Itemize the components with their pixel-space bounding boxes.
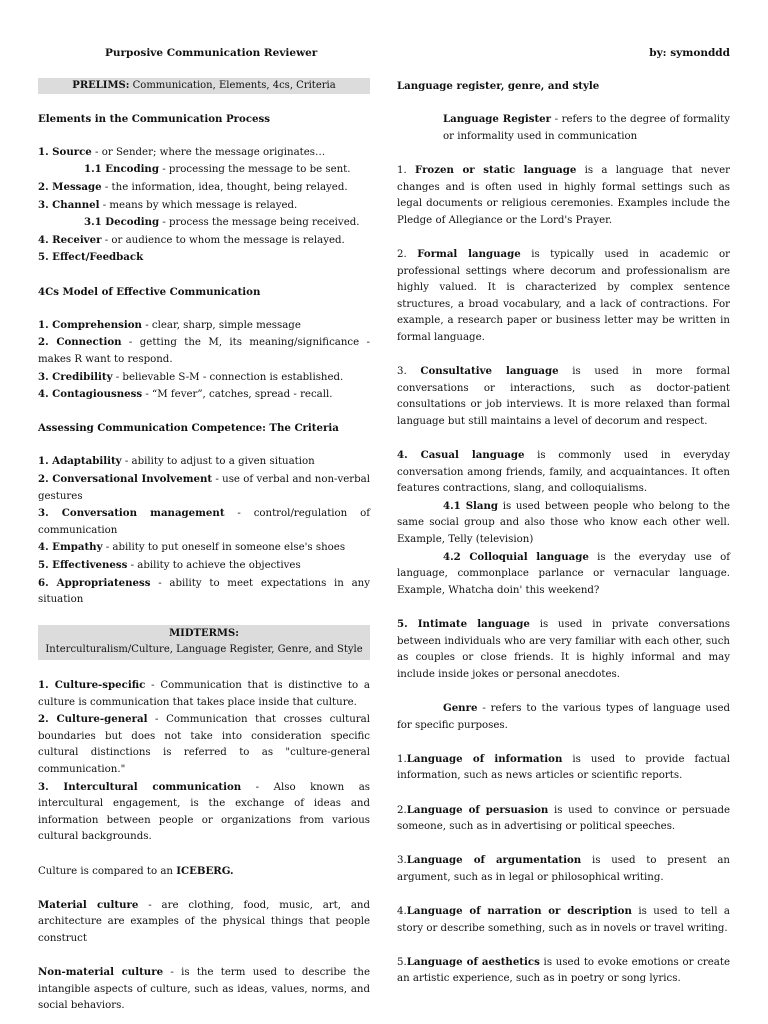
element-item: 3. Channel - means by which message is relayed.: [38, 198, 298, 211]
fourcs-item: 1. Comprehension - clear, sharp, simple message: [38, 318, 301, 331]
genre-item: 1.Language of information is used to provide factual information, such as news articles or scientific reports.: [397, 752, 730, 782]
right-column: [397, 78, 730, 988]
midterms-banner: [38, 625, 370, 660]
author-byline: by: symonddd: [649, 47, 730, 59]
elements-heading: Elements in the Communication Process: [38, 112, 270, 125]
midterms-label: MIDTERMS:: [169, 628, 239, 640]
register-intimate: 5. Intimate language is used in private conversations between individuals who are very familiar with each other, such as couples or close friends. It is highly informal and may include inside jokes or personal anecdotes.: [397, 618, 730, 680]
fourcs-item: 3. Credibility - believable S-M - connection is established.: [38, 370, 344, 383]
iceberg-line: Culture is compared to an ICEBERG.: [38, 864, 234, 877]
prelims-label: PRELIMS:: [72, 80, 130, 91]
element-item: 4. Receiver - or audience to whom the message is relayed.: [38, 233, 345, 246]
prelims-topics: Communication, Elements, 4cs, Criteria: [132, 80, 336, 91]
element-item: 1. Source - or Sender; where the message originates…: [38, 145, 326, 158]
midterms-topics: Interculturalism/Culture, Language Register, Genre, and Style: [45, 644, 363, 656]
genre-item: 2.Language of persuasion is used to convince or persuade someone, such as in advertising or political speeches.: [397, 803, 731, 833]
criteria-item: 4. Empathy - ability to put oneself in someone else's shoes: [38, 541, 346, 554]
criteria-item: 2. Conversational Involvement - use of verbal and non-verbal gestures: [38, 473, 370, 502]
register-colloquial: 4.2 Colloquial language is the everyday use of language, commonplace parlance or vernacular language. Example, Whatcha doin' this weekend?: [397, 550, 731, 596]
register-definition: Language Register - refers to the degree of formality or informality used in communication: [443, 113, 730, 142]
genre-item: 5.Language of aesthetics is used to evoke emotions or create an artistic experience, such as in poetry or song lyrics.: [397, 955, 730, 985]
nonmaterial-culture: Non-material culture - is the term used to describe the intangible aspects of culture, such as ideas, values, norms, and social behaviors.: [38, 966, 370, 1012]
genre-item: 3.Language of argumentation is used to present an argument, such as in legal or philosophical writing.: [397, 854, 730, 883]
culture-item: 2. Culture-general - Communication that crosses cultural boundaries but does not take into consideration specific cultural distinctions is referred to as "culture-general communication.": [38, 713, 370, 775]
element-item: 1.1 Encoding - processing the message to be sent.: [84, 163, 351, 176]
left-column: [38, 78, 370, 1015]
fourcs-heading: 4Cs Model of Effective Communication: [38, 285, 261, 298]
register-slang: 4.1 Slang is used between people who belong to the same social group and also those who know each other well. Example, Telly (television): [397, 499, 730, 546]
criteria-heading: Assessing Communication Competence: The Criteria: [38, 422, 339, 435]
document-title: Purposive Communication Reviewer: [105, 47, 318, 59]
register-consultative: 3. Consultative language is used in more formal conversations or interactions, such as doctor-patient consultations or job interviews. It is more relaxed than formal language but still maintains a level of decorum and respect.: [397, 365, 730, 427]
register-casual: 4. Casual language is commonly used in everyday conversation among friends, family, and acquaintances. It often features contractions, slang, and colloquialisms.: [397, 449, 730, 495]
register-formal: 2. Formal language is typically used in academic or professional settings where decorum and professionalism are highly valued. It is characterized by complex sentence structures, a broad vocabulary, and a lack of contractions. For example, a research paper or business letter may be written in formal language.: [397, 247, 730, 343]
criteria-item: 6. Appropriateness - ability to meet expectations in any situation: [38, 576, 370, 606]
genre-definition: Genre - refers to the various types of language used for specific purposes.: [397, 701, 730, 731]
prelims-banner: [38, 78, 370, 94]
genre-item: 4.Language of narration or description is used to tell a story or describe something, such as in novels or travel writing.: [397, 905, 730, 934]
culture-item: 1. Culture-specific - Communication that is distinctive to a culture is communication that takes place inside that culture.: [38, 679, 370, 708]
element-item: 3.1 Decoding - process the message being received.: [84, 216, 360, 229]
register-frozen: 1. Frozen or static language is a language that never changes and is often used in highly formal settings such as legal documents or religious ceremonies. Examples include the Pledge of Allegiance or the Lord's Prayer.: [397, 163, 730, 226]
fourcs-item: 2. Connection - getting the M, its meaning/significance - makes R want to respond.: [38, 336, 370, 365]
culture-item: 3. Intercultural communication - Also known as intercultural engagement, is the exchange of ideas and information between people or organizations from various cultural backgrounds.: [38, 780, 370, 843]
element-item: 2. Message - the information, idea, thought, being relayed.: [38, 180, 348, 193]
criteria-item: 3. Conversation management - control/regulation of communication: [38, 507, 370, 536]
fourcs-item: 4. Contagiousness - “M fever”, catches, spread - recall.: [38, 388, 333, 401]
element-item: 5. Effect/Feedback: [38, 251, 144, 264]
criteria-item: 5. Effectiveness - ability to achieve the objectives: [38, 559, 301, 572]
material-culture: Material culture - are clothing, food, music, art, and architecture are examples of the physical things that people construct: [38, 898, 371, 944]
criteria-item: 1. Adaptability - ability to adjust to a given situation: [38, 455, 315, 468]
register-heading: Language register, genre, and style: [397, 80, 600, 92]
